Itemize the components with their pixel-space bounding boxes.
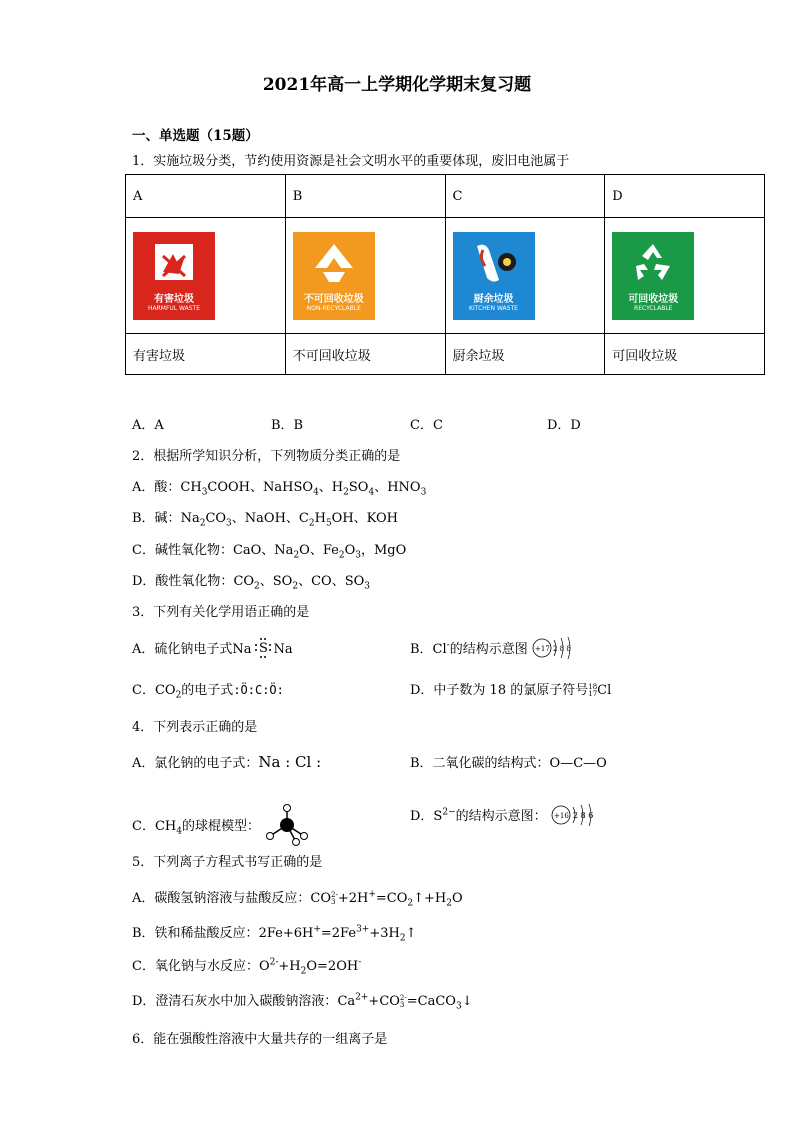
q3-option-c: C．$CO_2$的电子式:Ö:C:Ö: (132, 683, 284, 701)
q5-option-b: B．铁和稀盐酸反应：$2Fe+6H^+=2Fe^{3+}+3H_2↑$ (132, 924, 417, 944)
chloride-ion-structure-icon (532, 637, 576, 659)
q1-name-b: 不可回收垃圾 (285, 334, 445, 375)
q1-bin-table (125, 174, 765, 375)
q2-option-b: B．碱：$Na_2CO_3$、NaOH、$C_2H_5OH$、KOH (132, 511, 399, 529)
q1-header-c: C (445, 175, 605, 218)
q5-stem: 5．下列离子方程式书写正确的是 (132, 855, 323, 870)
q1-option-c: C．C (410, 418, 443, 433)
harmful-waste-icon: 有害垃圾 HARMFUL WASTE (133, 232, 215, 320)
q1-option-a: A．A (132, 418, 164, 433)
q5-option-a: A．碳酸氢钠溶液与盐酸反应：CO2- $3 +2H^+=CO_2↑+H_2O$ (132, 889, 463, 909)
q3-option-b: B．Cl-的结构示意图 +17 2 8 8 (410, 637, 576, 659)
non-recyclable-icon: 不可回收垃圾 NON-RECYCLABLE (293, 232, 375, 320)
page-title: 2021年高一上学期化学期末复习题 (262, 75, 532, 95)
q1-option-b: B．B (271, 418, 304, 433)
methane-ball-stick-icon (264, 804, 310, 846)
q1-header-b: B (285, 175, 445, 218)
q1-name-c: 厨余垃圾 (445, 334, 605, 375)
q1-option-d: D．D (547, 418, 581, 433)
q2-option-a: A．酸：$CH_3COOH$、NaHSO$_4$、$H_2SO_4$、$HNO_3$ (132, 480, 427, 498)
q4-option-c: C．$CH_4$的球棍模型： (132, 804, 310, 846)
kitchen-waste-icon: 厨余垃圾 KITCHEN WASTE (453, 232, 535, 320)
q1-header-a: A (126, 175, 286, 218)
q4-option-a: A．氯化钠的电子式：Na : Cl : (132, 753, 322, 771)
q1-name-a: 有害垃圾 (126, 334, 286, 375)
q1-header-d: D (605, 175, 765, 218)
q4-option-d: D．$S^{2-}$的结构示意图： +16 2 8 6 (410, 804, 597, 826)
q4-option-b: B．二氧化碳的结构式：O—C—O (410, 756, 607, 771)
q2-option-c: C．碱性氧化物：CaO、$Na_2O$、$Fe_2O_3$，MgO (132, 543, 407, 561)
q3-option-d: D．中子数为 18 的氯原子符号18 17Cl (410, 683, 612, 698)
svg-text:2 8 8: 2 8 8 (552, 645, 571, 653)
sulfide-ion-structure-icon (551, 804, 597, 826)
q3-option-a: A．硫化钠电子式Na S Na (132, 637, 293, 659)
q4-stem: 4．下列表示正确的是 (132, 720, 258, 735)
q5-option-c: C．氧化钠与水反应：$O^{2-}+H_2O=2OH^-$ (132, 957, 362, 977)
recyclable-icon: 可回收垃圾 RECYCLABLE (612, 232, 694, 320)
svg-text:2 8 6: 2 8 6 (572, 811, 594, 820)
sulfide-electron-dot-icon (252, 637, 274, 659)
q2-stem: 2．根据所学知识分析，下列物质分类正确的是 (132, 449, 401, 464)
q2-option-d: D．酸性氧化物：$CO_2$、$SO_2$、CO、$SO_3$ (132, 574, 370, 592)
section-heading: 一、单选题（15题） (132, 128, 259, 144)
q1-name-d: 可回收垃圾 (605, 334, 765, 375)
svg-text:+17: +17 (534, 645, 550, 653)
q5-option-d: D．澄清石灰水中加入碳酸钠溶液：$Ca^{2+}+CO2-$ 3 =CaCO$_3$↓ (132, 992, 473, 1012)
svg-text:S: S (258, 641, 268, 656)
svg-text:+16: +16 (553, 812, 569, 820)
q6-stem: 6．能在强酸性溶液中大量共存的一组离子是 (132, 1032, 388, 1047)
q1-stem: 1．实施垃圾分类，节约使用资源是社会文明水平的重要体现，废旧电池属于 (132, 154, 570, 169)
q3-stem: 3．下列有关化学用语正确的是 (132, 605, 310, 620)
